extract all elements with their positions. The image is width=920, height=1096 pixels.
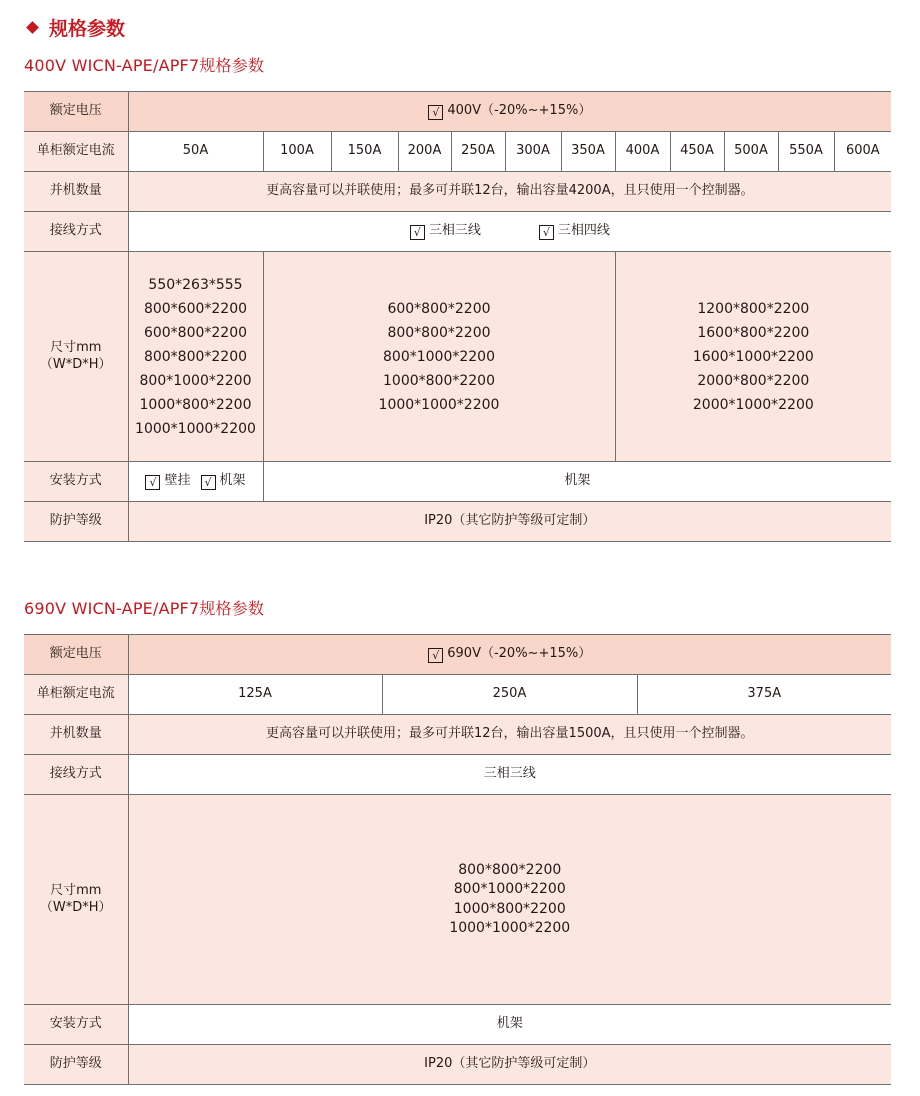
current-cell: 450A xyxy=(670,132,724,172)
diamond-bullet-icon xyxy=(26,21,39,34)
size-group xyxy=(128,795,891,1005)
size-item: 800*800*2200 xyxy=(387,324,491,341)
label-wiring: 接线方式 xyxy=(24,212,128,252)
current-cell: 600A xyxy=(834,132,891,172)
current-cell: 500A xyxy=(724,132,778,172)
label-rated-voltage: 额定电压 xyxy=(24,635,128,675)
value-install-a xyxy=(128,462,263,502)
size-group-a xyxy=(128,252,263,462)
table-400v-title: 400V WICN-APE/APF7规格参数 xyxy=(24,56,265,75)
current-cell: 100A xyxy=(263,132,331,172)
current-cell: 375A xyxy=(637,675,891,715)
current-cell: 150A xyxy=(331,132,398,172)
row-protection xyxy=(24,1045,891,1085)
row-size xyxy=(24,252,891,462)
value-wiring xyxy=(128,212,891,252)
row-size xyxy=(24,795,891,1005)
row-protection xyxy=(24,502,891,542)
label-parallel-count: 并机数量 xyxy=(24,172,128,212)
value-protection: IP20（其它防护等级可定制） xyxy=(128,502,891,542)
checkbox-checked-icon: √ xyxy=(539,225,554,240)
label-rated-current: 单柜额定电流 xyxy=(24,132,128,172)
label-install: 安装方式 xyxy=(24,1005,128,1045)
size-label-line1: 尺寸mm xyxy=(50,340,102,356)
row-rated-current xyxy=(24,132,891,172)
row-parallel-count xyxy=(24,172,891,212)
size-item: 1200*800*2200 xyxy=(697,300,810,317)
current-cell: 200A xyxy=(398,132,451,172)
size-label-line2: （W*D*H） xyxy=(39,356,112,372)
current-cell: 300A xyxy=(505,132,561,172)
size-item: 550*263*555 xyxy=(148,276,243,293)
label-wiring: 接线方式 xyxy=(24,755,128,795)
current-cell: 250A xyxy=(451,132,505,172)
row-parallel-count xyxy=(24,715,891,755)
value-rated-voltage xyxy=(128,92,891,132)
label-protection: 防护等级 xyxy=(24,502,128,542)
size-item: 1000*1000*2200 xyxy=(378,396,500,413)
size-item: 800*1000*2200 xyxy=(383,348,495,365)
row-rated-voltage xyxy=(24,92,891,132)
value-protection: IP20（其它防护等级可定制） xyxy=(128,1045,891,1085)
label-install: 安装方式 xyxy=(24,462,128,502)
size-item: 800*1000*2200 xyxy=(453,881,566,897)
size-item: 1600*1000*2200 xyxy=(692,348,814,365)
current-cell: 250A xyxy=(382,675,637,715)
size-item: 1000*800*2200 xyxy=(139,396,252,413)
size-group-b xyxy=(263,252,615,462)
label-size xyxy=(24,795,128,1005)
row-install xyxy=(24,462,891,502)
size-item: 800*1000*2200 xyxy=(139,372,252,389)
checkbox-checked-icon: √ xyxy=(428,648,443,663)
row-install xyxy=(24,1005,891,1045)
size-label-line2: （W*D*H） xyxy=(39,899,112,915)
label-size xyxy=(24,252,128,462)
value-install: 机架 xyxy=(128,1005,891,1045)
size-item: 600*800*2200 xyxy=(387,300,491,317)
value-rated-voltage xyxy=(128,635,891,675)
size-label-line1: 尺寸mm xyxy=(50,883,102,899)
size-item: 1000*1000*2200 xyxy=(449,920,571,936)
current-cell: 550A xyxy=(778,132,834,172)
size-item: 800*800*2200 xyxy=(143,348,248,365)
current-cell: 125A xyxy=(128,675,382,715)
table-690v-title: 690V WICN-APE/APF7规格参数 xyxy=(24,599,265,618)
current-cell: 350A xyxy=(561,132,615,172)
spec-table-400v xyxy=(24,91,891,542)
row-rated-current xyxy=(24,675,891,715)
size-item: 1000*800*2200 xyxy=(453,900,566,917)
current-cell: 50A xyxy=(128,132,263,172)
value-install-b: 机架 xyxy=(263,462,891,502)
size-item: 1000*1000*2200 xyxy=(135,420,256,437)
wiring-option-1: 三相三线 xyxy=(428,223,481,238)
size-group-c xyxy=(615,252,891,462)
wiring-option-2: 三相四线 xyxy=(557,223,610,238)
value-parallel-count: 更高容量可以并联使用；最多可并联12台，输出容量1500A，且只使用一个控制器。 xyxy=(128,715,891,755)
row-wiring xyxy=(24,212,891,252)
size-item: 800*800*2200 xyxy=(458,861,562,878)
checkbox-checked-icon: √ xyxy=(428,105,443,120)
checkbox-checked-icon: √ xyxy=(410,225,425,240)
label-protection: 防护等级 xyxy=(24,1045,128,1085)
label-parallel-count: 并机数量 xyxy=(24,715,128,755)
install-option-2: 机架 xyxy=(219,473,246,488)
row-wiring xyxy=(24,755,891,795)
size-item: 2000*800*2200 xyxy=(697,372,810,389)
section-title: 规格参数 xyxy=(49,17,126,40)
checkbox-checked-icon: √ xyxy=(201,475,216,490)
label-rated-voltage: 额定电压 xyxy=(24,92,128,132)
voltage-text: 690V（-20%~+15%） xyxy=(447,646,592,661)
size-item: 1000*800*2200 xyxy=(383,372,495,389)
label-rated-current: 单柜额定电流 xyxy=(24,675,128,715)
voltage-text: 400V（-20%~+15%） xyxy=(447,103,592,118)
spec-table-690v xyxy=(24,634,891,1085)
size-item: 800*600*2200 xyxy=(143,300,248,317)
checkbox-checked-icon: √ xyxy=(145,475,160,490)
value-parallel-count: 更高容量可以并联使用；最多可并联12台，输出容量4200A，且只使用一个控制器。 xyxy=(128,172,891,212)
size-item: 2000*1000*2200 xyxy=(692,396,814,413)
row-rated-voltage xyxy=(24,635,891,675)
install-option-1: 壁挂 xyxy=(164,473,191,488)
size-item: 1600*800*2200 xyxy=(697,324,810,341)
value-wiring: 三相三线 xyxy=(128,755,891,795)
size-item: 600*800*2200 xyxy=(143,324,248,341)
section-heading xyxy=(24,12,125,42)
current-cell: 400A xyxy=(615,132,670,172)
